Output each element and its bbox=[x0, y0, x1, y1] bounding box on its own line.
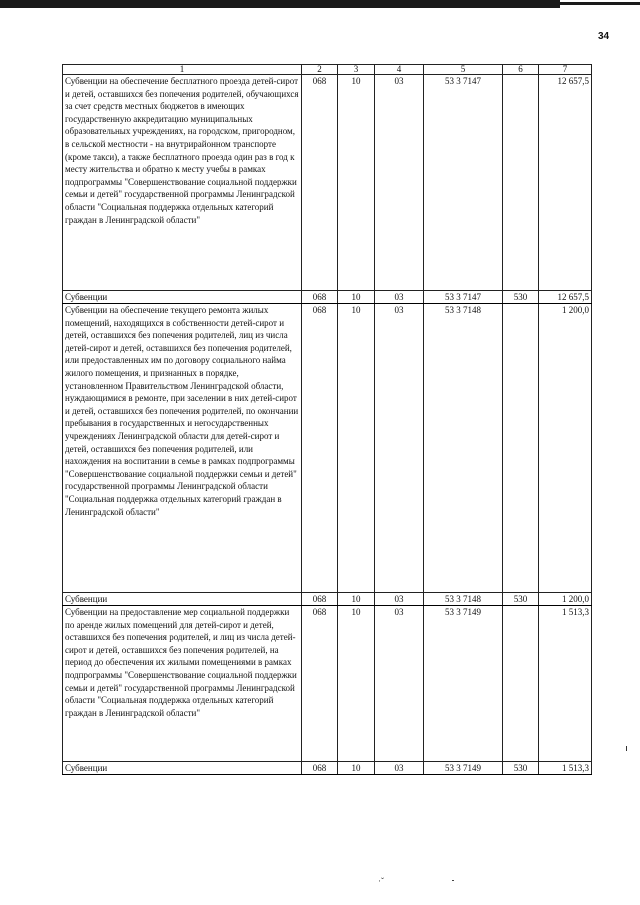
scan-top-bar bbox=[0, 0, 560, 8]
scan-top-edge bbox=[0, 0, 640, 12]
description-cell: Субвенции bbox=[63, 593, 302, 606]
header-cell: 2 bbox=[302, 65, 338, 75]
table-row bbox=[63, 75, 592, 291]
target-article-cell: 53 3 7148 bbox=[424, 593, 503, 606]
table-row bbox=[63, 593, 592, 606]
scan-speck bbox=[452, 880, 454, 881]
expense-type-cell bbox=[503, 606, 539, 762]
scan-speck: ·ˇ bbox=[378, 876, 384, 886]
table-row bbox=[63, 291, 592, 304]
description-cell: Субвенции на обеспечение текущего ремонта жилых помещений, находящихся в собственности детей-сирот и детей, оставшихся без попечения родителей, лиц из числа детей-сирот и детей, оставшихся без попечения родителей, или предоставленных им по договору социального найма жилого помещения, и признанных в порядке, установленном Правительством Ленинградской области, нуждающимися в ремонте, при заселении в них детей-сирот и детей, оставшихся без попечения родителей, по окончании пребывания в государственных и негосударственных учреждениях Ленинградской области для детей-сирот и детей, оставшихся без попечения родителей, или нахождения на воспитании в семье в рамках подпрограммы "Совершенствование социальной поддержки семьи и детей" государственной программы Ленинградской области "Социальная поддержка отдельных категорий граждан в Ленинградской области" bbox=[63, 304, 302, 593]
header-cell: 6 bbox=[503, 65, 539, 75]
target-article-cell: 53 3 7148 bbox=[424, 304, 503, 593]
header-cell: 3 bbox=[338, 65, 375, 75]
description-cell: Субвенции bbox=[63, 291, 302, 304]
table-row bbox=[63, 304, 592, 593]
table-header-row bbox=[63, 65, 592, 75]
section-cell: 10 bbox=[338, 75, 375, 291]
amount-cell: 1 200,0 bbox=[539, 304, 592, 593]
target-article-cell: 53 3 7147 bbox=[424, 75, 503, 291]
amount-cell: 1 513,3 bbox=[539, 606, 592, 762]
expense-type-cell bbox=[503, 75, 539, 291]
ministry-code-cell: 068 bbox=[302, 291, 338, 304]
scan-top-bar-tail bbox=[540, 2, 640, 5]
table-row bbox=[63, 762, 592, 775]
section-cell: 10 bbox=[338, 762, 375, 775]
page-number: 34 bbox=[598, 31, 610, 42]
ministry-code-cell: 068 bbox=[302, 593, 338, 606]
amount-cell: 1 200,0 bbox=[539, 593, 592, 606]
target-article-cell: 53 3 7147 bbox=[424, 291, 503, 304]
expense-type-cell: 530 bbox=[503, 291, 539, 304]
subsection-cell: 03 bbox=[375, 593, 424, 606]
amount-cell: 12 657,5 bbox=[539, 291, 592, 304]
table-row bbox=[63, 606, 592, 762]
ministry-code-cell: 068 bbox=[302, 606, 338, 762]
scan-speck bbox=[626, 746, 627, 751]
header-cell: 1 bbox=[63, 65, 302, 75]
header-cell: 7 bbox=[539, 65, 592, 75]
subsection-cell: 03 bbox=[375, 606, 424, 762]
description-cell: Субвенции bbox=[63, 762, 302, 775]
target-article-cell: 53 3 7149 bbox=[424, 606, 503, 762]
ministry-code-cell: 068 bbox=[302, 762, 338, 775]
description-cell: Субвенции на предоставление мер социальной поддержки по аренде жилых помещений для детей-сирот и детей, оставшихся без попечения родителей, и лиц из числа детей-сирот и детей, оставшихся без попечения родителей, на период до обеспечения их жилыми помещениями в рамках подпрограммы "Совершенствование социальной поддержки семьи и детей" государственной программы Ленинградской области "Социальная поддержка отдельных категорий граждан в Ленинградской области" bbox=[63, 606, 302, 762]
section-cell: 10 bbox=[338, 593, 375, 606]
subsection-cell: 03 bbox=[375, 304, 424, 593]
section-cell: 10 bbox=[338, 304, 375, 593]
header-cell: 5 bbox=[424, 65, 503, 75]
section-cell: 10 bbox=[338, 606, 375, 762]
ministry-code-cell: 068 bbox=[302, 304, 338, 593]
expense-type-cell: 530 bbox=[503, 762, 539, 775]
header-cell: 4 bbox=[375, 65, 424, 75]
description-cell: Субвенции на обеспечение бесплатного проезда детей-сирот и детей, оставшихся без попечения родителей, обучающихся за счет средств местных бюджетов в имеющих государственную аккредитацию муниципальных образовательных учреждениях, на городском, пригородном, в сельской местности - на внутрирайонном транспорте (кроме такси), а также бесплатного проезда один раз в год к месту жительства и обратно к месту учебы в рамках подпрограммы "Совершенствование социальной поддержки семьи и детей" государственной программы Ленинградской области "Социальная поддержка отдельных категорий граждан в Ленинградской области" bbox=[63, 75, 302, 291]
expense-type-cell: 530 bbox=[503, 593, 539, 606]
ministry-code-cell: 068 bbox=[302, 75, 338, 291]
subsection-cell: 03 bbox=[375, 291, 424, 304]
amount-cell: 1 513,3 bbox=[539, 762, 592, 775]
amount-cell: 12 657,5 bbox=[539, 75, 592, 291]
target-article-cell: 53 3 7149 bbox=[424, 762, 503, 775]
expense-type-cell bbox=[503, 304, 539, 593]
subsection-cell: 03 bbox=[375, 762, 424, 775]
budget-table bbox=[62, 64, 592, 775]
section-cell: 10 bbox=[338, 291, 375, 304]
subsection-cell: 03 bbox=[375, 75, 424, 291]
